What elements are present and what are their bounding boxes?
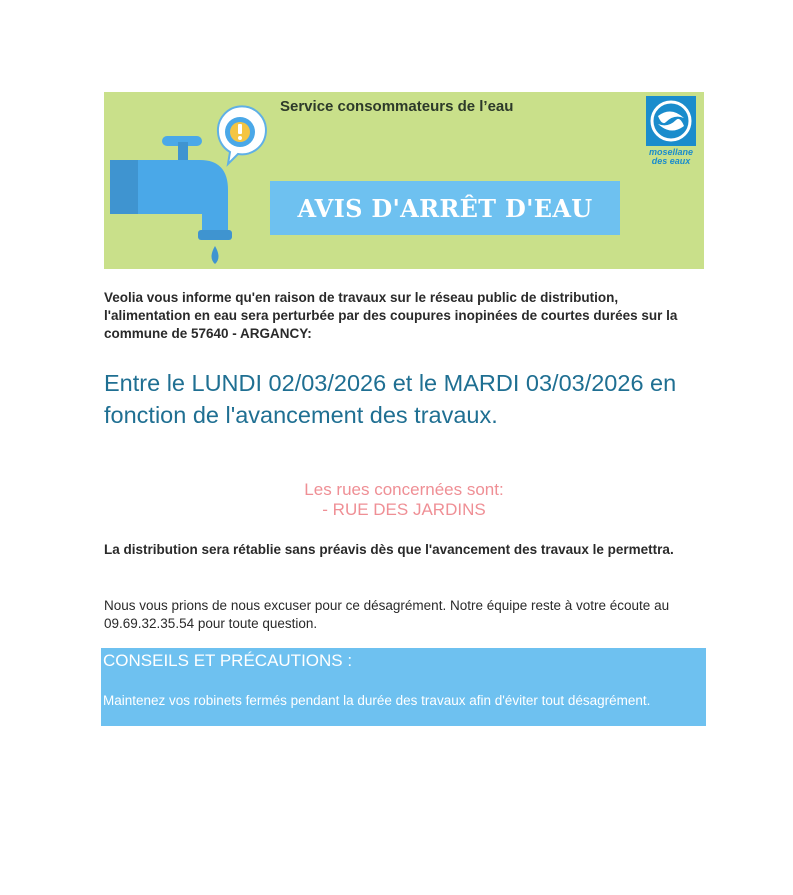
headline-box	[270, 181, 620, 235]
header-banner	[104, 92, 704, 269]
headline-text: AVIS D'ARRÊT D'EAU	[297, 193, 593, 223]
street-item: - RUE DES JARDINS	[322, 500, 486, 519]
logo-line-1: mosellane	[648, 147, 694, 157]
intro-paragraph: Veolia vous informe qu'en raison de travaux sur le réseau public de distribution, l'alimentation en eau sera perturbée par des coupures inopinées de courtes durées sur la commune de 57640 - ARGANCY:	[104, 290, 678, 341]
apology-paragraph: Nous vous prions de nous excuser pour ce désagrément. Notre équipe reste à votre écoute au 09.69.32.35.54 pour toute question.	[104, 598, 670, 631]
logo-icon	[644, 96, 698, 146]
service-title: Service consommateurs de l’eau	[280, 98, 514, 115]
alert-icon	[218, 106, 266, 164]
outage-dates: Entre le LUNDI 02/03/2026 et le MARDI 03/03/2026 en fonction de l'avancement des travaux.	[104, 370, 677, 428]
restore-paragraph: La distribution sera rétablie sans préavis dès que l'avancement des travaux le permettra.	[104, 542, 674, 557]
streets-section	[104, 480, 704, 520]
tips-box	[101, 648, 706, 726]
logo-line-2: des eaux	[651, 156, 691, 166]
tips-title: CONSEILS ET PRÉCAUTIONS :	[103, 651, 353, 670]
logo-text	[644, 148, 698, 166]
tips-body: Maintenez vos robinets fermés pendant la durée des travaux afin d'éviter tout désagrément.	[103, 693, 651, 708]
company-logo	[644, 96, 698, 174]
streets-heading: Les rues concernées sont:	[304, 480, 504, 499]
